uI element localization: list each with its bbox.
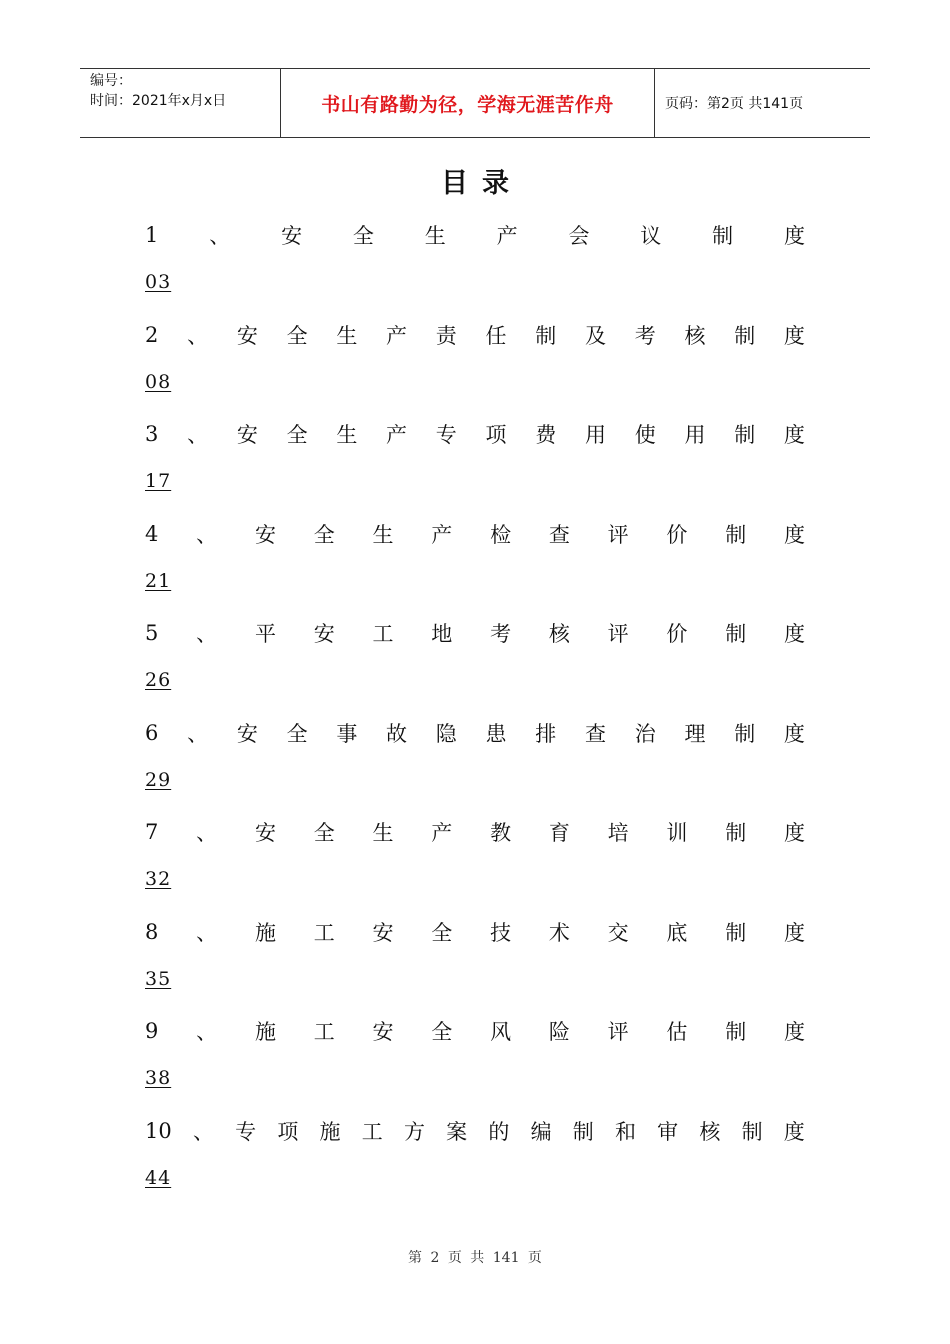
toc-entry-char: 制 <box>725 1020 747 1044</box>
toc-entry-char: 安 <box>254 522 276 547</box>
toc-entry-char: 底 <box>666 920 688 945</box>
toc-entry-page-link[interactable]: 26 <box>145 669 172 691</box>
toc-entry-page-link[interactable]: 35 <box>145 967 172 990</box>
toc-entry-char: 生 <box>336 323 358 348</box>
toc-entry-char: 术 <box>548 920 570 945</box>
toc-entry-char: 查 <box>548 522 570 547</box>
toc-entry-char: 安 <box>313 622 335 646</box>
toc-entry-char: 核 <box>548 622 570 646</box>
page-header <box>80 68 870 138</box>
toc-entry-page-link[interactable]: 32 <box>145 868 172 890</box>
toc-entry-char: 全 <box>431 1020 453 1044</box>
toc-entry-char: 患 <box>485 721 507 746</box>
toc-entry-char: 的 <box>488 1119 510 1144</box>
toc-entry-page-link[interactable]: 08 <box>145 370 172 393</box>
toc-entry-char: 检 <box>490 522 512 547</box>
toc-entry-char: 产 <box>496 224 518 248</box>
toc-entry[interactable] <box>145 713 805 813</box>
toc-entry-char: 全 <box>286 423 308 447</box>
toc-entry-char: 制 <box>734 323 756 348</box>
toc-entry-char: 制 <box>725 920 747 945</box>
toc-entry-char: 制 <box>725 522 747 547</box>
toc-entry-char: 技 <box>490 920 512 945</box>
toc-entry-char: 制 <box>712 224 734 248</box>
toc-entry-char: 全 <box>313 522 335 547</box>
toc-entry-char: 度 <box>783 522 805 547</box>
toc-entry-title <box>145 414 805 454</box>
toc-entry-char: 会 <box>568 224 590 248</box>
toc-entry-number: 10 <box>145 1118 172 1143</box>
toc-entry-char: 任 <box>485 323 507 348</box>
toc-entry-char: 制 <box>741 1119 763 1144</box>
toc-entry[interactable] <box>145 1111 805 1211</box>
toc-entry-page-link[interactable]: 03 <box>145 271 172 293</box>
toc-entry-char: 制 <box>725 821 747 845</box>
toc-entry-char: 工 <box>313 1020 335 1044</box>
toc-entry-char: 审 <box>657 1119 679 1144</box>
toc-entry-char: 度 <box>783 721 805 746</box>
toc-entry[interactable] <box>145 613 805 713</box>
toc-entry-char: 治 <box>634 721 656 746</box>
toc-entry-title <box>145 315 805 355</box>
toc-entry-title <box>145 812 805 852</box>
page-title: 目录 <box>441 168 523 199</box>
toc-entry-char: 交 <box>607 920 629 945</box>
toc-entry-char: 度 <box>783 920 805 945</box>
toc-entry-title <box>145 713 805 753</box>
toc-entry-char: 度 <box>783 821 805 845</box>
toc-entry-title <box>145 613 805 653</box>
toc-entry-char: 事 <box>336 721 358 746</box>
toc-entry-char: 平 <box>254 622 276 646</box>
toc-entry-char: 度 <box>783 224 805 248</box>
toc-entry[interactable] <box>145 414 805 514</box>
toc-entry-char: 险 <box>548 1020 570 1044</box>
toc-entry-number: 7 <box>145 820 159 844</box>
toc-entry-char: 施 <box>254 920 276 945</box>
toc-entry-char: 安 <box>236 323 258 348</box>
table-of-contents <box>145 215 805 1210</box>
toc-entry-separator: 、 <box>196 920 218 945</box>
toc-entry-char: 方 <box>403 1119 425 1144</box>
toc-entry-char: 专 <box>435 423 457 447</box>
toc-entry-char: 风 <box>490 1020 512 1044</box>
toc-entry-char: 用 <box>584 423 606 447</box>
toc-entry-char: 评 <box>607 522 629 547</box>
toc-entry-char: 评 <box>607 622 629 646</box>
toc-entry-title <box>145 215 805 255</box>
toc-entry-page-link[interactable]: 21 <box>145 569 172 592</box>
toc-entry-separator: 、 <box>196 1020 218 1044</box>
toc-entry-char: 案 <box>446 1119 468 1144</box>
toc-entry[interactable] <box>145 315 805 415</box>
toc-entry-char: 制 <box>572 1119 594 1144</box>
toc-entry-char: 查 <box>584 721 606 746</box>
toc-entry-number: 5 <box>145 621 159 645</box>
toc-entry[interactable] <box>145 1011 805 1111</box>
toc-entry-page-link[interactable]: 44 <box>145 1166 172 1189</box>
toc-entry-char: 安 <box>372 1020 394 1044</box>
toc-entry-char: 核 <box>684 323 706 348</box>
toc-entry-title <box>145 1111 805 1151</box>
toc-entry-char: 生 <box>372 821 394 845</box>
toc-entry-char: 安 <box>236 423 258 447</box>
toc-entry-char: 度 <box>783 1119 805 1144</box>
header-meta <box>80 69 281 137</box>
toc-entry-char: 度 <box>783 323 805 348</box>
toc-entry-char: 工 <box>313 920 335 945</box>
toc-entry-separator: 、 <box>196 622 218 646</box>
toc-entry-char: 价 <box>666 522 688 547</box>
toc-entry-number: 8 <box>145 919 159 944</box>
toc-entry-char: 产 <box>386 423 408 447</box>
toc-entry-char: 培 <box>607 821 629 845</box>
toc-entry-char: 安 <box>372 920 394 945</box>
toc-entry-char: 估 <box>666 1020 688 1044</box>
toc-entry-separator: 、 <box>187 323 209 348</box>
toc-entry-char: 制 <box>734 423 756 447</box>
toc-entry-char: 理 <box>684 721 706 746</box>
toc-entry-char: 项 <box>485 423 507 447</box>
toc-entry-char: 安 <box>236 721 258 746</box>
toc-entry-char: 生 <box>372 522 394 547</box>
toc-entry-char: 使 <box>634 423 656 447</box>
toc-entry-char: 工 <box>372 622 394 646</box>
toc-entry-char: 全 <box>286 323 308 348</box>
toc-entry-separator: 、 <box>196 522 218 547</box>
toc-entry-char: 度 <box>783 622 805 646</box>
toc-entry[interactable] <box>145 812 805 912</box>
toc-entry-char: 价 <box>666 622 688 646</box>
toc-entry-number: 4 <box>145 521 159 546</box>
toc-entry-title <box>145 514 805 554</box>
toc-entry-char: 和 <box>614 1119 636 1144</box>
toc-entry[interactable] <box>145 514 805 614</box>
toc-entry-char: 地 <box>431 622 453 646</box>
toc-entry-char: 及 <box>584 323 606 348</box>
toc-entry-separator: 、 <box>187 423 209 447</box>
toc-entry-char: 故 <box>386 721 408 746</box>
toc-entry-char: 责 <box>435 323 457 348</box>
toc-entry-char: 费 <box>535 423 557 447</box>
toc-entry-char: 度 <box>783 1020 805 1044</box>
toc-entry-separator: 、 <box>196 821 218 845</box>
toc-entry-page-link[interactable]: 17 <box>145 470 172 492</box>
toc-entry-char: 项 <box>277 1119 299 1144</box>
toc-entry-char: 生 <box>424 224 446 248</box>
toc-entry-number: 6 <box>145 720 159 745</box>
toc-entry-char: 产 <box>386 323 408 348</box>
toc-entry-char: 产 <box>431 821 453 845</box>
toc-entry-char: 全 <box>431 920 453 945</box>
toc-entry-char: 工 <box>361 1119 383 1144</box>
toc-entry-char: 全 <box>352 224 374 248</box>
toc-entry-char: 育 <box>548 821 570 845</box>
toc-entry-page-link[interactable]: 38 <box>145 1067 172 1089</box>
toc-entry-char: 制 <box>734 721 756 746</box>
toc-entry-char: 全 <box>286 721 308 746</box>
toc-entry-char: 度 <box>783 423 805 447</box>
toc-entry-char: 用 <box>684 423 706 447</box>
toc-entry-char: 生 <box>336 423 358 447</box>
toc-entry-char: 评 <box>607 1020 629 1044</box>
toc-entry-char: 核 <box>699 1119 721 1144</box>
toc-entry-char: 考 <box>634 323 656 348</box>
toc-entry-char: 产 <box>431 522 453 547</box>
toc-entry-title <box>145 1011 805 1051</box>
toc-entry-char: 施 <box>254 1020 276 1044</box>
toc-entry-char: 专 <box>235 1119 257 1144</box>
toc-entry-separator: 、 <box>192 1119 214 1144</box>
header-number-label: 编号： <box>90 73 132 89</box>
toc-entry-char: 全 <box>313 821 335 845</box>
page-footer: 第 2 页 共 141 页 <box>408 1250 542 1266</box>
toc-entry-char: 排 <box>535 721 557 746</box>
toc-entry-char: 议 <box>640 224 662 248</box>
toc-entry-number: 3 <box>145 422 159 446</box>
toc-entry-number: 9 <box>145 1019 159 1043</box>
toc-entry-char: 安 <box>281 224 303 248</box>
toc-entry-char: 考 <box>490 622 512 646</box>
toc-entry-char: 编 <box>530 1119 552 1144</box>
toc-entry-char: 安 <box>254 821 276 845</box>
header-page-info: 页码：第2页 共141页 <box>665 96 804 112</box>
toc-entry-char: 制 <box>535 323 557 348</box>
toc-entry-separator: 、 <box>209 224 231 248</box>
toc-entry-page-link[interactable]: 29 <box>145 768 172 791</box>
toc-entry-char: 施 <box>319 1119 341 1144</box>
toc-entry-number: 1 <box>145 223 159 247</box>
toc-entry-char: 训 <box>666 821 688 845</box>
toc-entry[interactable] <box>145 912 805 1012</box>
header-motto: 书山有路勤为径，学海无涯苦作舟 <box>281 69 655 137</box>
toc-entry-char: 教 <box>490 821 512 845</box>
toc-entry-separator: 、 <box>187 721 209 746</box>
toc-entry-char: 制 <box>725 622 747 646</box>
toc-entry[interactable] <box>145 215 805 315</box>
header-time-label: 时间：2021年x月x日 <box>90 93 227 109</box>
toc-entry-title <box>145 912 805 952</box>
toc-entry-char: 隐 <box>435 721 457 746</box>
toc-entry-number: 2 <box>145 322 159 347</box>
